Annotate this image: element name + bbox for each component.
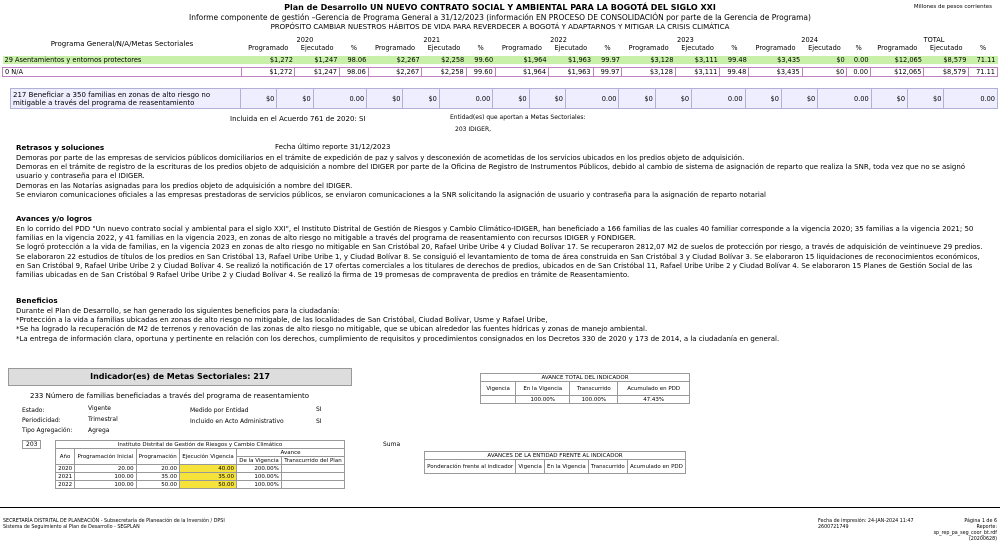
row-value: $1,247 (295, 56, 339, 64)
year-header: 2024 (801, 36, 819, 44)
avances-entidad-box (424, 451, 686, 474)
row-value: $0 (802, 67, 846, 76)
row-value: 71.11 (968, 67, 997, 76)
subheader-programado: Programado (374, 44, 416, 52)
table-cell: 100.00% (237, 473, 282, 481)
budget-grid (2, 36, 998, 77)
table-cell (281, 481, 344, 489)
subheader-pct: % (350, 44, 357, 52)
row-value: $1,964 (495, 56, 548, 64)
row-value: 0.00 (439, 89, 492, 109)
row-value: $3,128 (622, 56, 675, 64)
col-vigencia: Vigencia (516, 460, 545, 474)
footer-left (3, 519, 225, 531)
table-cell: 50.00 (179, 481, 236, 489)
subheader-ejecutado: Ejecutado (681, 44, 714, 52)
retraso-line: Se enviaron comunicaciones oficiales a las empresas prestadoras de servicios públicos, se enviaron comunicaciones a la SNR solicitando la asignación de usuario y contraseña para la asignación de reparto notarial (16, 190, 767, 199)
indicador-title: Indicador(es) de Metas Sectoriales: 217 (8, 368, 352, 386)
row-value: $0 (745, 89, 781, 109)
row-value: $3,435 (749, 67, 802, 76)
table-cell: 40.00 (179, 465, 236, 473)
entity-code: 203 (22, 440, 41, 449)
row-value: 98.06 (339, 67, 368, 76)
year-header: 2022 (550, 36, 567, 44)
row-value: 98.06 (339, 56, 368, 64)
row-value: 99.48 (720, 56, 749, 64)
units-label: Millones de pesos corrientes (913, 4, 992, 10)
row-value: $12,065 (871, 56, 924, 64)
beneficio-line: *Se ha logrado la recuperación de M2 de terrenos y renovación de las zonas de alto riesgo no mitigable, que se ubican alrededor las fuentes hídricas y zonas de manejo ambiental. (16, 325, 648, 334)
col-transcurrido: Transcurrido (588, 460, 627, 474)
beneficios-title: Beneficios (16, 296, 58, 305)
subheader-ejecutado: Ejecutado (554, 44, 588, 52)
estado-label: Estado: (22, 407, 45, 414)
table-cell: 2020 (56, 465, 75, 473)
subheader-ejecutado: Ejecutado (808, 44, 841, 52)
subheader-pct: % (979, 44, 987, 52)
col-en-vigencia: En la Vigencia (516, 382, 570, 396)
estado-value: Vigente (88, 405, 111, 412)
year-header: TOTAL (923, 36, 945, 44)
retrasos-title: Retrasos y soluciones (16, 143, 105, 152)
row-value: 0.00 (818, 89, 871, 109)
acto-label: Incluido en Acto Administrativo (190, 418, 284, 425)
col-avance: Avance (237, 449, 345, 457)
row-value: $0 (277, 89, 313, 109)
table-cell: 50.00 (136, 481, 179, 489)
row-value: $0 (529, 89, 565, 109)
col-de-vigencia: De la Vigencia (237, 457, 282, 465)
beneficios-text (16, 307, 986, 344)
row-value: 0.00 (847, 67, 871, 76)
table-cell: 100.00 (75, 473, 136, 481)
report-title: Plan de Desarrollo UN NUEVO CONTRATO SOCIAL Y AMBIENTAL PARA LA BOGOTÁ DEL SIGLO XXI (284, 3, 716, 12)
subheader-ejecutado: Ejecutado (929, 44, 963, 52)
row-value: $12,065 (871, 67, 924, 76)
row-value: $1,963 (549, 67, 593, 76)
table-cell (281, 473, 344, 481)
print-date: Fecha de impresión: 24-JAN-2024 11:47 (818, 519, 914, 524)
footer-right (818, 519, 914, 531)
periodicidad-label: Periodicidad: (22, 417, 61, 424)
table-row (56, 481, 345, 489)
tipo-value: Agrega (88, 427, 110, 434)
year-header: 2021 (423, 36, 441, 44)
row-value: $0 (367, 89, 403, 109)
row-value: $3,111 (675, 56, 719, 64)
col-vigencia: Vigencia (481, 382, 516, 396)
table-cell: 100.00 (75, 481, 136, 489)
footer-org: SECRETARÍA DISTRITAL DE PLANEACIÓN - Subsecretaría de Planeación de la Inversión / DPSI (3, 519, 225, 524)
avances-paragraph: Se logró protección a la vida de familias, en la vigencia 2023 en zonas de alto riesgo no mitigable en San Cristóbal 20, Rafael Uribe Uribe 4 y Ciudad Bolívar 17. Se recuperaron 2812,07 M2 de suelos de protección por riesgo, a través de adquisición de veintinueve 29 predios. Se elaboraron 22 estudios de títulos de los predios en San Cristóbal 13, Rafael Uribe Uribe 1, y Ciudad Bolívar 8. Se consiguió el levantamiento de toma de área construida en San Cristóbal 3 y Ciudad Bolívar 3. Se elaboraron 15 liquidaciones de reconocimientos económicos, en San Cristóbal 9, Rafael Uribe Uribe 2 y Ciudad Bolívar 4. Se realizó la notificación de 17 ofertas comerciales a los titulares de derechos de predios, ubicados en de San Cristóbal 11, Rafael Uribe Uribe 2 y Ciudad Bolívar 4. Se elaboraron 15 Planes de Gestión Social de las familias ubicadas en de San Cristóbal 9 Rafael Uribe Uribe 2 y Ciudad Bolívar 4. Se realizó la firma de 19 promesas de compraventa de predios en trámite de Reasentamiento. (16, 243, 983, 280)
row-value: 71.11 (968, 56, 997, 64)
row-value: $3,111 (675, 67, 719, 76)
footer-system: Sistema de Seguimiento al Plan de Desarrollo - SEGPLAN (3, 525, 140, 530)
table-cell (281, 465, 344, 473)
col-acumulado: Acumulado en PDD (618, 382, 690, 396)
beneficio-line: *Protección a la vida a familias ubicadas en zonas de alto riesgo no mitigable, de las localidades de San Cristóbal, Ciudad Bolívar, Usme y Rafael Uribe, (16, 316, 548, 325)
meta-row (10, 88, 998, 109)
row-value: $0 (871, 89, 907, 109)
avance-total-box (480, 373, 690, 404)
row-value: $1,272 (242, 56, 295, 64)
subheader-pct: % (855, 44, 862, 52)
row-value: 0.00 (847, 56, 871, 64)
subheader-programado: Programado (248, 44, 289, 52)
row-value: $0 (781, 89, 817, 109)
subheader-programado: Programado (877, 44, 918, 52)
table-cell: 2022 (56, 481, 75, 489)
col-prog-inicial: Programación Inicial (75, 449, 136, 465)
table-cell: 200.00% (237, 465, 282, 473)
col-acumulado: Acumulado en PDD (627, 460, 685, 474)
avance-total-title: AVANCE TOTAL DEL INDICADOR (481, 374, 690, 382)
row-value: $1,964 (495, 67, 548, 76)
indicador-name: 233 Número de familias beneficiadas a través del programa de reasentamiento (30, 392, 310, 400)
subheader-ejecutado: Ejecutado (427, 44, 461, 52)
avances-entidad-title: AVANCES DE LA ENTIDAD FRENTE AL INDICADOR (425, 452, 686, 460)
row-value: $3,435 (749, 56, 802, 64)
print-id: 2600721749 (818, 525, 849, 530)
row-value: $3,128 (622, 67, 675, 76)
row-value: $0 (403, 89, 439, 109)
row-label: 29 Asentamientos y entornos protectores (3, 56, 242, 64)
col-ejecucion: Ejecución Vigencia (179, 449, 236, 465)
col-transcurrido-plan: Transcurrido del Plan (281, 457, 344, 465)
report-subtitle: Informe componente de gestión –Gerencia de Programa General a 31/12/2023 (información EN PROCESO DE CONSOLIDACIÓN por parte de la Gerencia de Programa) (189, 13, 811, 22)
subheader-programado: Programado (501, 44, 542, 52)
retraso-line: Demoras en las Notarías asignadas para los predios objeto de adquisición a nombre del IDIGER. (16, 181, 353, 190)
row-value: 99.97 (593, 67, 622, 76)
table-cell: 35.00 (179, 473, 236, 481)
row-value: 99.48 (720, 67, 749, 76)
col-transcurrido: Transcurrido (570, 382, 618, 396)
avances-title: Avances y/o logros (16, 214, 92, 223)
table-cell: 2021 (56, 473, 75, 481)
row-value: 0.00 (692, 89, 745, 109)
avance-acumulado-value: 47.43% (618, 396, 690, 404)
row-value: $2,258 (422, 67, 466, 76)
footer-divider (0, 507, 1000, 508)
avance-vigencia-value: 100.00% (516, 396, 570, 404)
row-label: 217 Beneficiar a 350 familias en zonas de alto riesgo no mitigable a través del programa de reasentamiento (11, 89, 241, 109)
report-name: Reporte: sp_rep_pa_seg_coor_bt.rdf (20200628) (933, 525, 997, 542)
subheader-pct: % (604, 44, 611, 52)
table-row (56, 473, 345, 481)
row-value: $2,267 (368, 56, 421, 64)
row-value: 99.60 (466, 67, 495, 76)
programacion-table (55, 440, 345, 489)
row-value: 0.00 (313, 89, 366, 109)
col-programacion: Programación (136, 449, 179, 465)
row-value: $1,247 (295, 67, 339, 76)
retraso-line: Demoras en el trámite de registro de la escrituras de los predios objeto de adquisición a nombre del IDIGER por parte de la Oficina de Registro de Instrumentos Públicos, debido al cambio de sistema de asignación de reparto que realiza la SNR, toda vez que no se asignó usuario y contraseña para el IDIGER. (16, 163, 966, 181)
entity-name: Instituto Distrital de Gestión de Riesgos y Cambio Climático (56, 441, 345, 449)
beneficio-line: *La entrega de información clara, oportuna y pertinente en relación con los derechos, cumplimiento de requisitos y procedimientos consignados en los Decretos 330 de 2020 y 173 de 2014, a la ciudadanía en general. (16, 334, 780, 343)
purpose-line: PROPÓSITO CAMBIAR NUESTROS HÁBITOS DE VIDA PARA REVERDECER A BOGOTÁ Y ADAPTARNOS Y MITIGAR LA CRISIS CLIMÁTICA (270, 23, 730, 31)
footer-page (920, 519, 997, 543)
suma-label: Suma (383, 441, 401, 448)
beneficio-line: Durante el Plan de Desarrollo, se han generado los siguientes beneficios para la ciudadanía: (16, 307, 340, 315)
page-number: Página 1 de 6 (964, 519, 997, 524)
avances-paragraph: En lo corrido del PDD "Un nuevo contrato social y ambiental para el siglo XXI", el Instituto Distrital de Gestión de Riesgos y Cambio Climático-IDIGER, han beneficiado a 166 familias de las cuales 40 familiar corresponde a la vigencia 2020; 35 familias a la vigencia 2021; 50 familias en la vigencia 2022, y 41 familias en la vigencia 2023, en zonas de alto riesgo no mitigable a través del programa de reasentamiento con recursos IDIGER y FONDIGER. (16, 225, 974, 243)
year-header: 2023 (677, 36, 694, 44)
col-anio: Año (56, 449, 75, 465)
subheader-pct: % (477, 44, 484, 52)
acuerdo-label: Incluida en el Acuerdo 761 de 2020: SI (230, 115, 366, 123)
row-value: 99.97 (593, 56, 622, 64)
table-cell: 20.00 (75, 465, 136, 473)
tipo-label: Tipo Agregación: (22, 427, 73, 434)
col-ponderacion: Ponderación frente al indicador (425, 460, 516, 474)
entidades-label: Entidad(es) que aportan a Metas Sectoriales: (450, 114, 586, 121)
year-header: 2020 (296, 36, 314, 44)
subheader-programado: Programado (628, 44, 669, 52)
table-cell: 35.00 (136, 473, 179, 481)
row-value: $0 (493, 89, 529, 109)
row-value: 0.00 (565, 89, 618, 109)
avance-transcurrido-value: 100.00% (570, 396, 618, 404)
row-value: $0 (655, 89, 691, 109)
row-value: $2,267 (368, 67, 421, 76)
row-value: $0 (908, 89, 944, 109)
row-label: 0 N/A (3, 67, 242, 76)
medido-label: Medido por Entidad (190, 407, 249, 414)
row-value: $8,579 (924, 67, 968, 76)
row-value: $2,258 (422, 56, 466, 64)
row-value: $1,963 (549, 56, 593, 64)
medido-value: SI (316, 406, 322, 413)
entidad-code: 203 IDIGER, (455, 126, 492, 133)
row-value: $8,579 (924, 56, 968, 64)
col-program-label: Programa General/N/A/Metas Sectoriales (50, 40, 194, 48)
row-value: $0 (619, 89, 655, 109)
acto-value: SI (316, 418, 322, 425)
fecha-reporte: Fecha último reporte 31/12/2023 (275, 143, 391, 151)
row-value: $1,272 (242, 67, 295, 76)
avances-text (16, 225, 986, 280)
col-en-vigencia: En la Vigencia (544, 460, 588, 474)
subheader-ejecutado: Ejecutado (300, 44, 334, 52)
retraso-line: Demoras por parte de las empresas de servicios públicos domiciliarios en el trámite de expedición de paz y salvos y desconexión de acometidas de los servicios ubicados en los predios objeto de adquisición. (16, 154, 745, 162)
table-cell: 20.00 (136, 465, 179, 473)
periodicidad-value: Trimestral (88, 416, 118, 423)
subheader-pct: % (731, 44, 738, 52)
table-row (56, 465, 345, 473)
row-value: 99.60 (466, 56, 495, 64)
row-value: 0.00 (944, 89, 998, 109)
row-value: $0 (241, 89, 277, 109)
row-value: $0 (802, 56, 846, 64)
subheader-programado: Programado (755, 44, 796, 52)
table-cell: 100.00% (237, 481, 282, 489)
retrasos-text (16, 154, 986, 200)
